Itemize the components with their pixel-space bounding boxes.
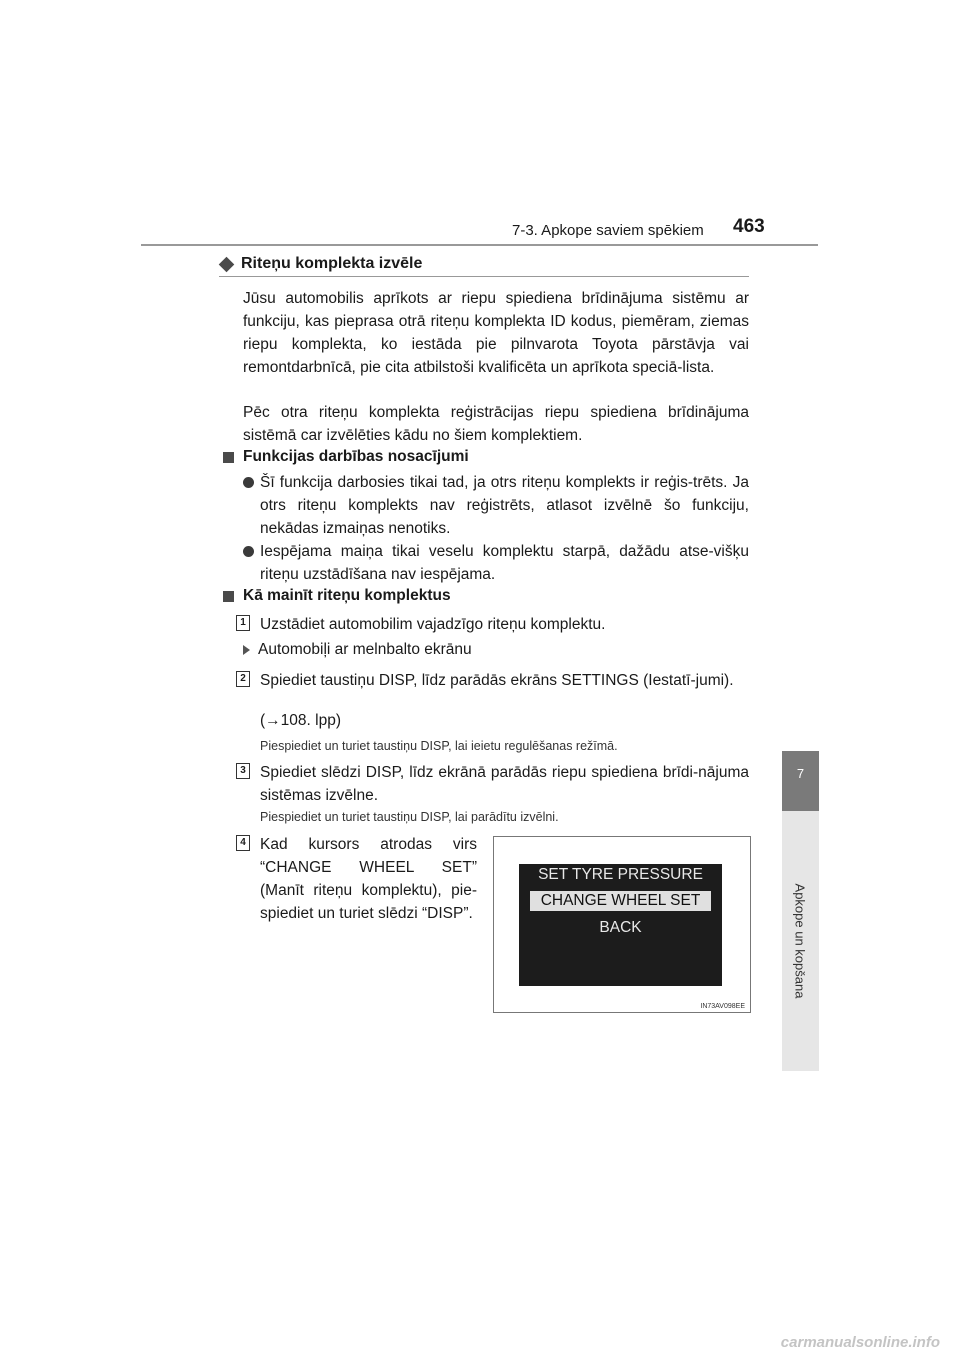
arrow-item-text: Automobiļi ar melnbalto ekrānu [258,641,472,658]
chapter-tab-label: Apkope un kopšana [792,883,808,999]
step-text-1: Uzstādiet automobilim vajadzīgo riteņu komplektu. [260,616,606,633]
step-text-4: Kad kursors atrodas virs “CHANGE WHEEL SET” (Manīt riteņu komplektu), pie-spiediet un turiet slēdzi “DISP”. [260,836,477,922]
conditions-heading-text: Funkcijas darbības nosacījumi [243,448,469,465]
step-number-4: 4 [236,835,250,851]
intro-paragraph: Jūsu automobilis aprīkots ar riepu spiediena brīdinājuma sistēmu ar funkciju, kas pieprasa otrā riteņu komplekta ID kodus, piemēram, ziemas riepu komplekta, ko iestāda pie pilnvarota Toyota pārstāvja vai remontdarbnīcā, pie cita atbilstoši kvalificēta un aprīkota speciā-lista. [243,290,749,376]
step-text-2: Spiediet taustiņu DISP, līdz parādās ekrāns SETTINGS (Iestatī-jumi). [260,672,734,689]
step-ref-2: (→108. lpp) [260,712,341,729]
registration-paragraph: Pēc otra riteņu komplekta reģistrācijas riepu spiediena brīdinājuma sistēmā car izvēlēties kādu no šiem komplektiem. [243,404,749,444]
round-bullet-icon [243,546,254,557]
condition-bullet-1 [243,471,749,540]
step-number-1: 1 [236,615,250,631]
chapter-tab-number-box [782,751,819,811]
menu-item-set-tyre-pressure: SET TYRE PRESSURE [538,866,703,883]
conditions-heading [223,448,469,466]
watermark: carmanualsonline.info [780,1334,940,1351]
chapter-tab-number: 7 [796,766,805,781]
step-note-2: Piespiediet un turiet taustiņu DISP, lai ieietu regulēšanas režīmā. [260,739,618,753]
step-note-3: Piespiediet un turiet taustiņu DISP, lai parādītu izvēlni. [260,810,559,824]
triangle-arrow-icon [243,645,250,655]
condition-bullet-2 [243,540,749,586]
running-header-section: 7-3. Apkope saviem spēkiem [512,222,704,239]
display-figure [493,836,751,1013]
condition-text-2: Iespējama maiņa tikai veselu komplektu starpā, dažādu atse-višķu riteņu uzstādīšana nav iespējama. [260,543,749,583]
step-number-3: 3 [236,763,250,779]
diamond-bullet-icon [219,256,235,272]
round-bullet-icon [243,477,254,488]
section-divider [219,276,749,277]
header-divider [141,244,818,246]
step-number-2: 2 [236,671,250,687]
howto-heading-text: Kā mainīt riteņu komplektus [243,587,451,604]
step-text-3: Spiediet slēdzi DISP, līdz ekrānā parādās riepu spiediena brīdi-nājuma sistēmas izvēlne. [260,764,749,804]
condition-text-1: Šī funkcija darbosies tikai tad, ja otrs riteņu komplekts ir reģis-trēts. Ja otrs riteņu komplekts nav reģistrēts, atlasot izvēlnē šo funkciju, nekādas izmaiņas nenotiks. [260,474,749,537]
arrow-item [243,641,472,659]
display-screen [519,864,722,986]
page-number: 463 [733,216,765,237]
square-bullet-icon [223,591,234,602]
howto-heading [223,587,451,605]
section-title-text: Riteņu komplekta izvēle [241,255,423,272]
figure-code: IN73AV098EE [700,1003,745,1010]
section-title [219,255,422,273]
square-bullet-icon [223,452,234,463]
menu-item-back: BACK [599,919,642,936]
menu-item-change-wheel-set: CHANGE WHEEL SET [530,891,711,911]
